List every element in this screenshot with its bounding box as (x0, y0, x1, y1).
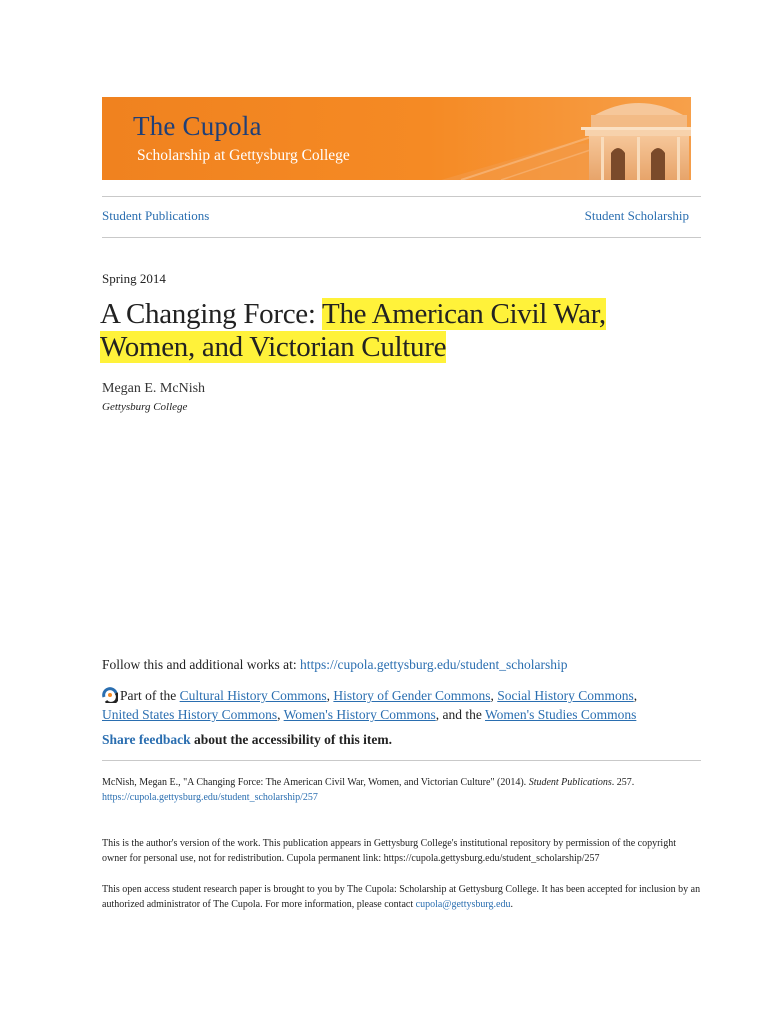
part-of-commons (102, 686, 702, 724)
cupola-banner[interactable] (102, 97, 691, 180)
citation-url-link[interactable]: https://cupola.gettysburg.edu/student_scholarship/257 (102, 792, 318, 803)
open-access-text: This open access student research paper is brought to you by The Cupola: Scholarship at Gettysburg College. It has been accepted for inclusion by an authorized administrator of The Cupola. For more information, please contact (102, 884, 701, 910)
social-history-commons-link[interactable]: Social History Commons (497, 688, 634, 703)
citation-number: . 257. (611, 777, 635, 788)
recommended-citation (102, 775, 702, 805)
open-access-end: . (510, 899, 513, 910)
divider-nav (102, 237, 701, 238)
separator: , (633, 688, 638, 703)
citation-text: McNish, Megan E., "A Changing Force: The American Civil War, Women, and Victorian Culture" (2014). (102, 777, 529, 788)
paper-title-highlight-1: The American Civil War, (322, 298, 606, 330)
history-of-gender-commons-link[interactable]: History of Gender Commons (333, 688, 491, 703)
share-feedback-link[interactable]: Share feedback (102, 732, 191, 747)
paper-title (100, 298, 700, 364)
paper-title-plain: A Changing Force: (100, 298, 323, 330)
part-of-prefix: Part of the (120, 688, 180, 703)
follow-line (102, 657, 567, 673)
contact-email-link[interactable]: cupola@gettysburg.edu (415, 899, 511, 910)
author-affiliation: Gettysburg College (102, 401, 188, 413)
follow-prefix: Follow this and additional works at: (102, 657, 300, 672)
nav-student-publications-link[interactable]: Student Publications (102, 208, 210, 223)
banner-title: The Cupola (133, 111, 262, 141)
author-name: Megan E. McNish (102, 381, 206, 396)
open-access-notice (102, 882, 702, 912)
separator: , (277, 707, 284, 722)
publication-date: Spring 2014 (102, 271, 166, 286)
divider-top (102, 196, 701, 197)
citation-series: Student Publications (528, 777, 612, 788)
feedback-line (102, 732, 392, 748)
womens-studies-commons-link[interactable]: Women's Studies Commons (485, 707, 637, 722)
commons-network-icon (102, 687, 118, 703)
cultural-history-commons-link[interactable]: Cultural History Commons (179, 688, 327, 703)
follow-url-link[interactable]: https://cupola.gettysburg.edu/student_scholarship (300, 657, 568, 672)
and-the-text: , and the (435, 707, 485, 722)
banner-subtitle: Scholarship at Gettysburg College (137, 147, 350, 164)
womens-history-commons-link[interactable]: Women's History Commons (283, 707, 436, 722)
copyright-notice: This is the author's version of the work. This publication appears in Gettysburg College's institutional repository by permission of the copyright owner for personal use, not for redistribution. Cupola permanent link: https://cupola.gettysburg.edu/student_scholarship/257 (102, 838, 676, 864)
separator: , (326, 688, 334, 703)
feedback-rest: about the accessibility of this item. (190, 732, 393, 747)
paper-title-highlight-2: Women, and Victorian Culture (100, 331, 447, 363)
separator: , (490, 688, 498, 703)
nav-student-scholarship-link[interactable]: Student Scholarship (584, 208, 689, 223)
cupola-dome-image (441, 97, 691, 180)
divider-bottom (102, 760, 701, 761)
united-states-history-commons-link[interactable]: United States History Commons (102, 707, 278, 722)
